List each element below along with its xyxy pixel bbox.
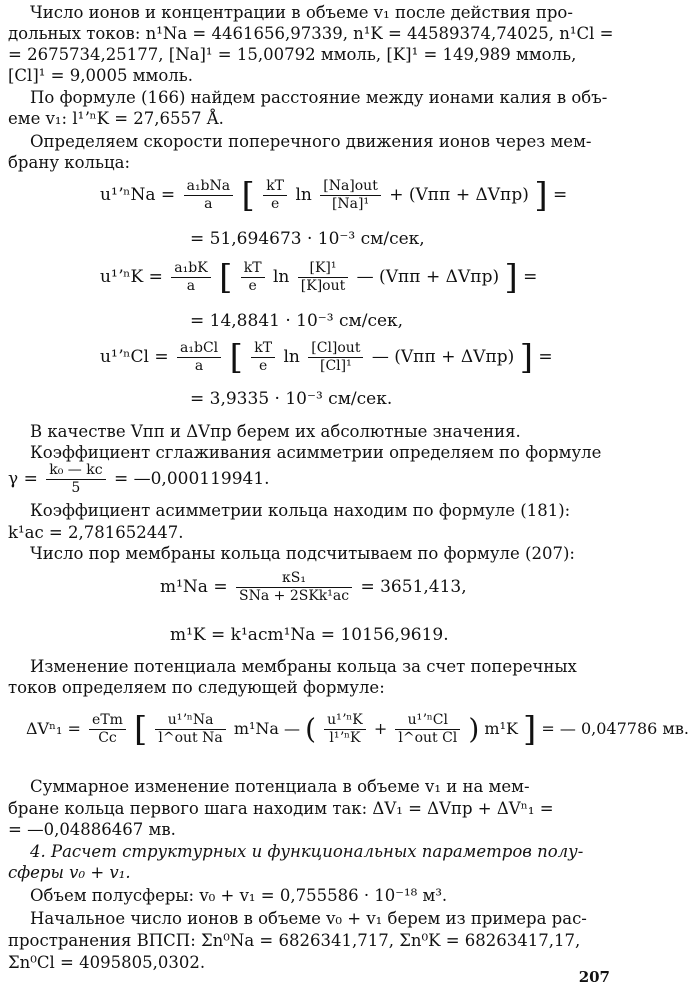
text-line: Число ионов и концентрации в объеме v₁ после действия про- [30, 3, 573, 22]
text-line: [Cl]¹ = 9,0005 ммоль. [8, 66, 193, 85]
equation-u-na-value: = 51,694673 · 10⁻³ см/сек, [190, 229, 425, 249]
page-number: 207 [578, 968, 610, 986]
text-line: Суммарное изменение потенциала в объеме v₁ и на мем- [30, 777, 530, 796]
text-line: Объем полусферы: v₀ + v₁ = 0,755586 · 10⁻¹⁸ м³. [30, 886, 448, 905]
text-line: Определяем скорости поперечного движения ионов через мем- [30, 132, 592, 151]
text-line: Начальное число ионов в объеме v₀ + v₁ берем из примера рас- [30, 909, 587, 928]
fraction: $\frac{\text{u¹ʼⁿCl}}{\text{l\textasciicircum{}out Cl}}$ [395, 712, 460, 747]
section-heading: 4. Расчет структурных и функциональных параметров полу- [30, 842, 584, 861]
text-line: дольных токов: n¹Na = 4461656,97339, n¹K = 44589374,74025, n¹Cl = [8, 24, 614, 43]
equation-u-cl: u¹ʼⁿCl = $\frac{\text{a₁bCl}}{a}$ [ $\frac{kT}{e}$ ln $\frac{\text{[Cl]out}}{\text{[Cl]¹}}$ — (Vпп + ΔVпр) ] = [100, 337, 553, 378]
equation-u-k-value: = 14,8841 · 10⁻³ см/сек, [190, 311, 404, 331]
text-line: = 2675734,25177, [Na]¹ = 15,00792 ммоль, [K]¹ = 149,989 ммоль, [8, 45, 577, 64]
fraction: $\frac{\text{κS₁}}{\text{SNa + 2SKk¹ac}}$ [236, 570, 352, 605]
fraction: $\frac{\text{u¹ʼⁿNa}}{\text{l\textasciicircum{}out Na}}$ [155, 712, 225, 747]
fraction: $\frac{\text{u¹ʼⁿK}}{\text{l¹ʼⁿK}}$ [324, 712, 366, 747]
text-line: Коэффициент асимметрии кольца находим по формуле (181): [30, 501, 571, 520]
equation-m-na: m¹Na = $\frac{\text{κS₁}}{\text{SNa + 2SKk¹ac}}$ = 3651,413, [160, 570, 467, 604]
text-line: По формуле (166) найдем расстояние между ионами калия в объ- [30, 88, 608, 107]
fraction: $\frac{\text{a₁bNa}}{a}$ [184, 178, 234, 213]
fraction: $\frac{\text{[Cl]out}}{\text{[Cl]¹}}$ [308, 340, 363, 375]
fraction: $\frac{\text{eTm}}{Cc}$ [89, 712, 126, 747]
text-line: брану кольца: [8, 153, 131, 172]
text-line: пространения ВПСП: Σn⁰Na = 6826341,717, Σn⁰K = 68263417,17, [8, 931, 581, 950]
text-line: токов определяем по следующей формуле: [8, 678, 385, 697]
equation-u-na: u¹ʼⁿNa = $\frac{\text{a₁bNa}}{a}$ [ $\frac{kT}{e}$ ln $\frac{\text{[Na]out}}{\text{[Na]¹}}$ + (Vпп + ΔVпр) ] = [100, 175, 568, 216]
fraction: $\frac{kT}{e}$ [241, 260, 265, 295]
fraction: $\frac{\text{a₁bK}}{a}$ [171, 260, 210, 295]
fraction: $\frac{kT}{e}$ [263, 178, 287, 213]
text-line: = —0,04886467 мв. [8, 820, 176, 839]
fraction: $\frac{\text{[K]¹}}{\text{[K]out}}$ [298, 260, 348, 295]
fraction: $\frac{\text{[Na]out}}{\text{[Na]¹}}$ [320, 178, 381, 213]
equation-delta-v: ΔVⁿ₁ = $\frac{\text{eTm}}{Cc}$ [ $\frac{\text{u¹ʼⁿNa}}{\text{l\textasciicircum{}out Na}}$ m¹Na — ( $\frac{\text{u¹ʼⁿK}}{\text{l¹ʼⁿK}}$ + $\frac{\text{u¹ʼⁿCl}}{\text{l\textasciicircum{}out Cl}}$ ) m¹K ] = — 0,047786 мв. [26, 709, 689, 750]
equation-u-k: u¹ʼⁿK = $\frac{\text{a₁bK}}{a}$ [ $\frac{kT}{e}$ ln $\frac{\text{[K]¹}}{\text{[K]out}}$ — (Vпп + ΔVпр) ] = [100, 257, 538, 298]
text-line: Коэффициент сглаживания асимметрии определяем по формуле [30, 443, 602, 462]
text-line: В качестве Vпп и ΔVпр берем их абсолютные значения. [30, 422, 521, 441]
text-line: Число пор мембраны кольца подсчитываем по формуле (207): [30, 544, 575, 563]
eq-lhs: u¹ʼⁿNa = [100, 185, 176, 205]
text-line: Изменение потенциала мембраны кольца за счет поперечных [30, 657, 577, 676]
fraction: $\frac{\text{a₁bCl}}{a}$ [177, 340, 221, 375]
fraction: $\frac{\text{k₀ — kc}}{5}$ [46, 462, 105, 497]
equation-gamma: γ = $\frac{\text{k₀ — kc}}{5}$ = —0,000119941. [8, 462, 270, 496]
fraction: $\frac{kT}{e}$ [251, 340, 275, 375]
section-heading-cont: сферы v₀ + v₁. [8, 863, 131, 882]
text-line: Σn⁰Cl = 4095805,0302. [8, 953, 206, 972]
equation-m-k: m¹K = k¹acm¹Na = 10156,9619. [170, 625, 449, 645]
equation-u-cl-value: = 3,9335 · 10⁻³ см/сек. [190, 389, 393, 409]
text-line: k¹ac = 2,781652447. [8, 523, 184, 542]
text-line: бране кольца первого шага находим так: ΔV₁ = ΔVпр + ΔVⁿ₁ = [8, 799, 554, 818]
text-line: еме v₁: l¹ʼⁿK = 27,6557 Å. [8, 109, 224, 128]
